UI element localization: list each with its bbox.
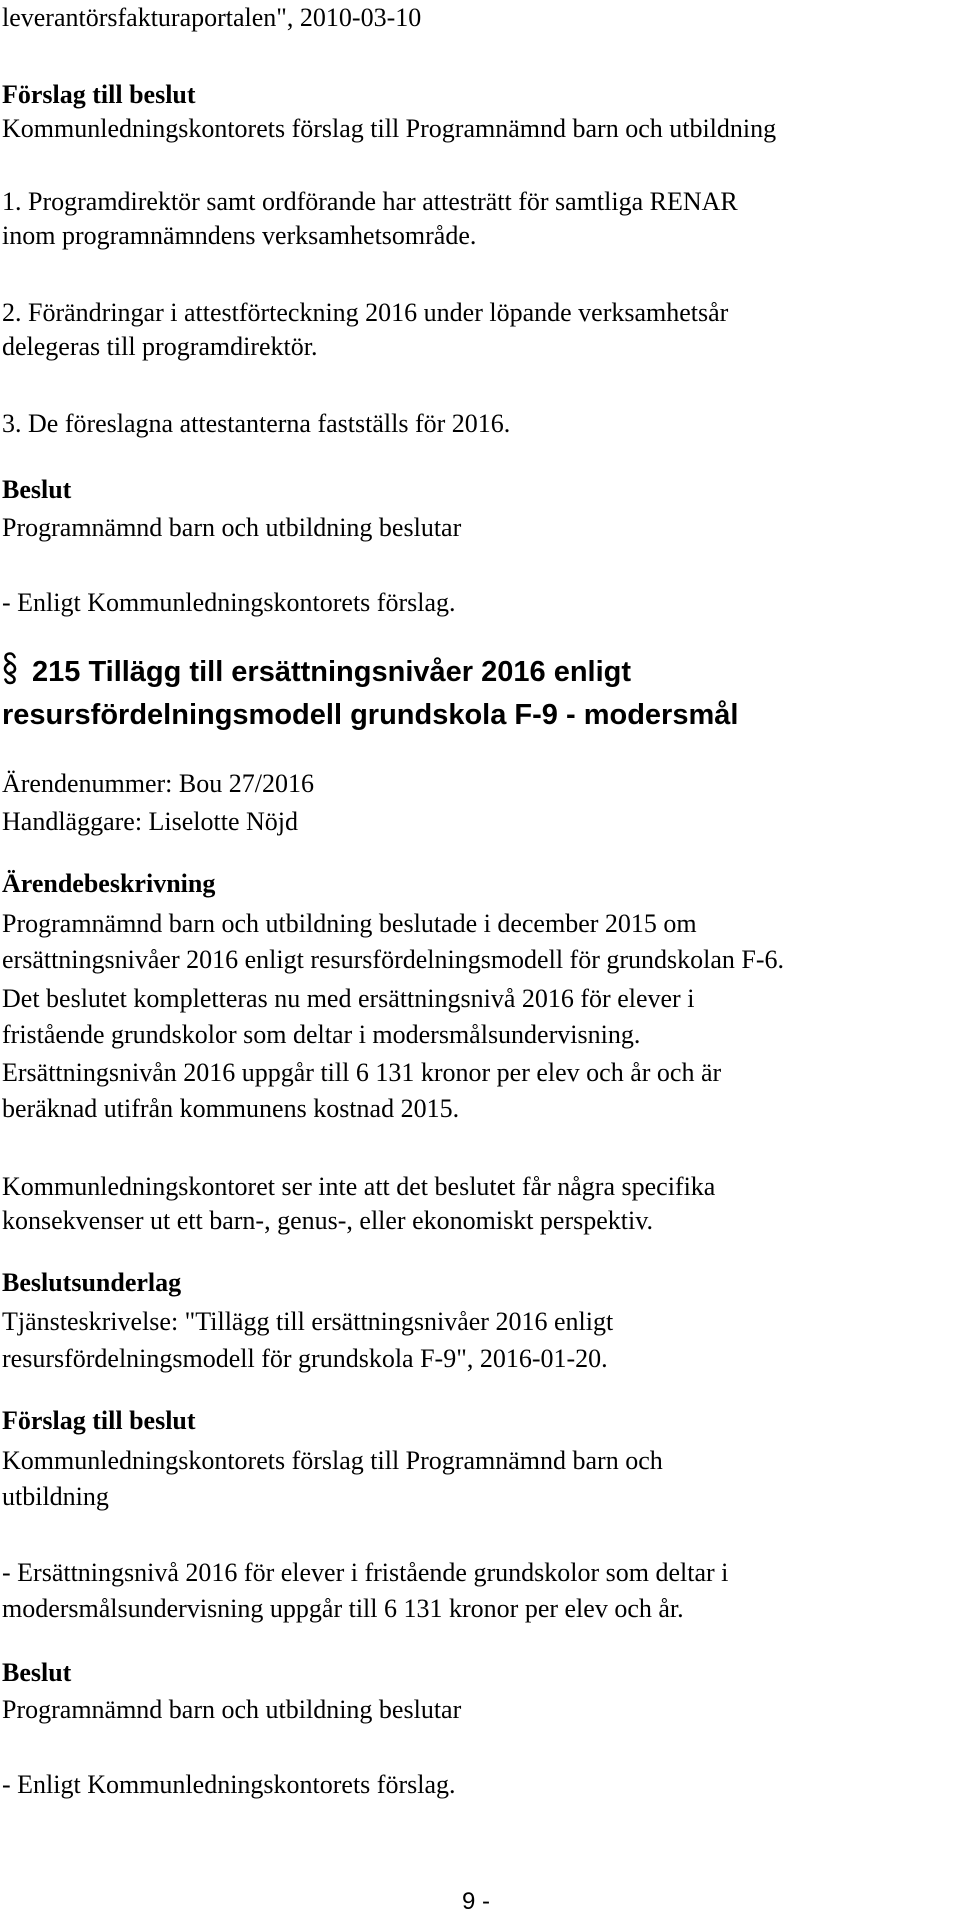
item215-description-line: beräknad utifrån kommunens kostnad 2015. bbox=[2, 1094, 460, 1123]
item215-basis-line: Tjänsteskrivelse: "Tillägg till ersättningsnivåer 2016 enligt bbox=[2, 1307, 614, 1336]
section1-decision-text: Programnämnd barn och utbildning beslutar bbox=[2, 513, 462, 542]
item215-decision-heading: Beslut bbox=[2, 1658, 72, 1687]
section1-item2-line2: delegeras till programdirektör. bbox=[2, 332, 318, 361]
item215-description-line: ersättningsnivåer 2016 enligt resursfördelningsmodell för grundskolan F-6. bbox=[2, 945, 785, 974]
item215-proposal-item-line: modersmålsundervisning uppgår till 6 131 kronor per elev och år. bbox=[2, 1594, 684, 1623]
item215-description-line: Ersättningsnivån 2016 uppgår till 6 131 kronor per elev och år och är bbox=[2, 1058, 722, 1087]
item215-title-line2: resursfördelningsmodell grundskola F-9 - modersmål bbox=[2, 699, 739, 731]
item215-title-text-line1: 215 Tillägg till ersättningsnivåer 2016 enligt bbox=[32, 656, 632, 688]
item215-proposal-item-line: - Ersättningsnivå 2016 för elever i fristående grundskolor som deltar i bbox=[2, 1558, 729, 1587]
section1-heading: Förslag till beslut bbox=[2, 80, 196, 109]
item215-consequence-line: konsekvenser ut ett barn-, genus-, eller ekonomiskt perspektiv. bbox=[2, 1206, 654, 1235]
section1-item2-line1: 2. Förändringar i attestförteckning 2016 under löpande verksamhetsår bbox=[2, 298, 729, 327]
item215-description-line: Det beslutet kompletteras nu med ersättningsnivå 2016 för elever i bbox=[2, 984, 695, 1013]
section1-item1-line2: inom programnämndens verksamhetsområde. bbox=[2, 221, 477, 250]
section1-decision-item: - Enligt Kommunledningskontorets förslag. bbox=[2, 588, 456, 617]
item215-decision-text: Programnämnd barn och utbildning beslutar bbox=[2, 1695, 462, 1724]
item215-basis-line: resursfördelningsmodell för grundskola F-9", 2016-01-20. bbox=[2, 1344, 608, 1373]
item215-description-line: fristående grundskolor som deltar i modersmålsundervisning. bbox=[2, 1020, 641, 1049]
page-number: 9 - bbox=[462, 1888, 491, 1915]
item215-proposal-heading: Förslag till beslut bbox=[2, 1406, 196, 1435]
item215-consequence-line: Kommunledningskontoret ser inte att det beslutet får några specifika bbox=[2, 1172, 716, 1201]
item215-proposal-line: Kommunledningskontorets förslag till Programnämnd barn och bbox=[2, 1446, 663, 1475]
section1-item1-line1: 1. Programdirektör samt ordförande har attesträtt för samtliga RENAR bbox=[2, 187, 738, 216]
item215-case-number: Ärendenummer: Bou 27/2016 bbox=[2, 769, 314, 798]
paragraph-icon bbox=[2, 651, 18, 685]
section1-item3: 3. De föreslagna attestanterna fastställs för 2016. bbox=[2, 409, 511, 438]
item215-description-heading: Ärendebeskrivning bbox=[2, 869, 216, 898]
top-line: leverantörsfakturaportalen", 2010-03-10 bbox=[2, 3, 422, 32]
item215-basis-heading: Beslutsunderlag bbox=[2, 1268, 182, 1297]
item215-decision-item: - Enligt Kommunledningskontorets förslag. bbox=[2, 1770, 456, 1799]
item215-handler: Handläggare: Liselotte Nöjd bbox=[2, 807, 299, 836]
item215-description-line: Programnämnd barn och utbildning beslutade i december 2015 om bbox=[2, 909, 697, 938]
item215-title-line1 bbox=[2, 651, 631, 692]
section1-decision-heading: Beslut bbox=[2, 475, 72, 504]
item215-proposal-line: utbildning bbox=[2, 1482, 109, 1511]
section1-proposal: Kommunledningskontorets förslag till Programnämnd barn och utbildning bbox=[2, 114, 777, 143]
